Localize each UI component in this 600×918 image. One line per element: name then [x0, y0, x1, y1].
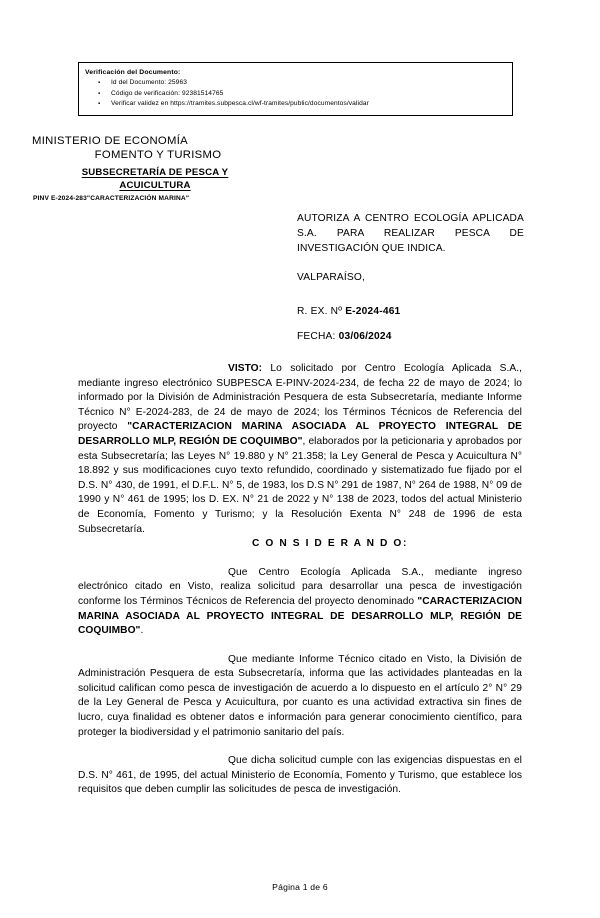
resolution-number-label: R. EX. Nº: [297, 306, 346, 317]
subsecretaria-heading: [30, 166, 280, 192]
list-item: [85, 89, 508, 100]
issue-place: VALPARAÍSO,: [297, 272, 366, 283]
visto-label: VISTO:: [228, 363, 263, 374]
resolution-date-line: [297, 331, 392, 342]
bullet-icon: ▪: [98, 90, 101, 97]
considerando-heading: C O N S I D E R A N D O:: [252, 538, 408, 550]
date-value: 03/06/2024: [338, 331, 392, 342]
verification-url: Verificar validez en https://tramites.subpesca.cl/wf-tramites/public/documentos/validar: [111, 100, 369, 107]
visto-text-part2: , elaborados por la peticionaria y aprobados por esta Subsecretaría; las Leyes N° 19.880 y N° 21.358; la Ley General de Pesca y Acuicultura N° 18.892 y sus modificaciones cuyo texto refundido, coordinado y sistematizado fue fijado por el D.S. N° 430, de 1991, el D.F.L. N° 5, de 1983, los D.S N° 291 de 1987, N° 264 de 1988, N° 09 de 1990 y N° 461 de 1995; los D. EX. N° 21 de 2022 y N° 138 de 2023, todos del actual Ministerio de Economía, Fomento y Turismo; y la Resolución Exenta N° 248 de 1996 de esta Subsecretaría.: [78, 435, 522, 535]
ministry-name-line1: MINISTERIO DE ECONOMÍA: [32, 135, 188, 147]
resolution-title-block: [297, 211, 524, 257]
considerando-1-text-part2: .: [140, 625, 144, 637]
verification-list: [85, 78, 508, 110]
ministry-name-line2: FOMENTO Y TURISMO: [94, 149, 222, 161]
date-label: FECHA:: [297, 331, 339, 342]
list-item: [85, 78, 508, 89]
verification-code: Código de verificación: 92381514765: [111, 89, 224, 97]
considerando-2-text: Que mediante Informe Técnico citado en Visto, la División de Administración Pesquera de esta Subsecretaría, informa que las actividades planteadas en la solicitud califican como pesca de investigación de acuerdo a lo dispuesto en el artículo 2° N° 29 de la Ley General de Pesca y Acuicultura, por cuanto es una actividad extractiva sin fines de lucro, cuya finalidad es obtener datos e información para generar conocimiento científico, para proteger la biodiversidad y el patrimonio sanitario del país.: [78, 653, 522, 738]
subsecretaria-line1: SUBSECRETARÍA DE PESCA Y: [81, 167, 229, 178]
paragraph-considerando-2: [78, 653, 522, 741]
ministry-letterhead: [30, 134, 280, 162]
project-code-label: PINV E-2024-283"CARACTERIZACIÓN MARINA": [33, 195, 190, 202]
considerando-1-project-title: "CARACTERIZACION MARINA ASOCIADA AL PROYECTO INTEGRAL DE DESARROLLO MLP, REGIÓN DE COQUIMBO": [78, 595, 522, 637]
paragraph-visto: [78, 362, 522, 537]
considerando-1-text-part1: Que Centro Ecología Aplicada S.A., mediante ingreso electrónico citado en Visto, realiza solicitud para desarrollar una pesca de investigación conforme los Términos Técnicos de Referencia del proyecto denominado: [78, 566, 522, 607]
paragraph-considerando-3: [78, 754, 522, 798]
bullet-icon: ▪: [98, 80, 101, 86]
resolution-number-value: E-2024-461: [345, 306, 401, 317]
subsecretaria-line2: ACUICULTURA: [119, 180, 191, 191]
verification-title: Verificación del Documento:: [85, 69, 181, 76]
page-footer: Página 1 de 6: [272, 882, 328, 892]
resolution-number-line: [297, 306, 400, 317]
document-body: [78, 362, 522, 798]
list-item: [85, 99, 508, 110]
paragraph-considerando-1: [78, 566, 522, 639]
visto-text-part1: Lo solicitado por Centro Ecología Aplicada S.A., mediante ingreso electrónico SUBPESCA E-PINV-2024-234, de fecha 22 de mayo de 2024; lo informado por la División de Administración Pesquera de esta Subsecretaría, mediante Informe Técnico N° E-2024-283, de 24 de mayo de 2024; los Términos Técnicos de Referencia del proyecto: [78, 363, 522, 433]
bullet-icon: ▪: [98, 101, 101, 107]
considerando-3-text: Que dicha solicitud cumple con las exigencias dispuestas en el D.S. N° 461, de 1995, del actual Ministerio de Economía, Fomento y Turismo, que establece los requisitos que deben cumplir las solicitudes de pesca de investigación.: [78, 755, 522, 796]
document-verification-box: [78, 62, 513, 116]
document-subject: AUTORIZA A CENTRO ECOLOGÍA APLICADA S.A. PARA REALIZAR PESCA DE INVESTIGACIÓN QUE INDICA.: [297, 213, 524, 255]
visto-project-title: "CARACTERIZACION MARINA ASOCIADA AL PROYECTO INTEGRAL DE DESARROLLO MLP, REGIÓN DE COQUIMBO": [78, 421, 522, 447]
verification-document-id: Id del Documento: 25963: [111, 79, 187, 86]
